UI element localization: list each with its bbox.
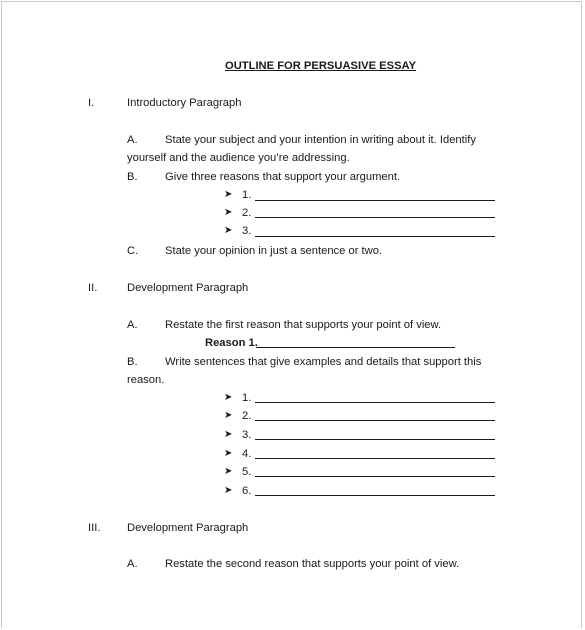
item-text: Restate the first reason that supports your point of view. (165, 319, 442, 331)
reason-label: Reason 1. (205, 337, 258, 349)
item-letter: B. (127, 356, 138, 368)
section-numeral: II. (88, 282, 98, 294)
arrow-bullet-icon: ➤ (224, 392, 233, 403)
blank-number: 3. (242, 225, 252, 237)
section-heading: Development Paragraph (127, 522, 249, 534)
blank-number: 1. (242, 189, 252, 201)
item-text: reason. (127, 374, 165, 386)
arrow-bullet-icon: ➤ (224, 207, 233, 218)
arrow-bullet-icon: ➤ (224, 429, 233, 440)
blank-answer-line[interactable] (255, 495, 495, 496)
item-letter: A. (127, 134, 138, 146)
arrow-bullet-icon: ➤ (224, 485, 233, 496)
section-numeral: III. (88, 522, 101, 534)
blank-number: 2. (242, 410, 252, 422)
blank-answer-line[interactable] (255, 236, 495, 237)
item-text: State your subject and your intention in writing about it. Identify (165, 134, 476, 146)
arrow-bullet-icon: ➤ (224, 189, 233, 200)
blank-number: 5. (242, 466, 252, 478)
item-letter: A. (127, 558, 138, 570)
arrow-bullet-icon: ➤ (224, 466, 233, 477)
item-text: Restate the second reason that supports your point of view. (165, 558, 460, 570)
item-letter: B. (127, 171, 138, 183)
item-text: State your opinion in just a sentence or two. (165, 245, 383, 257)
blank-answer-line[interactable] (255, 402, 495, 403)
blank-number: 3. (242, 429, 252, 441)
item-letter: A. (127, 319, 138, 331)
section-heading: Introductory Paragraph (127, 97, 242, 109)
blank-number: 6. (242, 485, 252, 497)
blank-answer-line[interactable] (255, 458, 495, 459)
blank-number: 4. (242, 448, 252, 460)
item-text: Give three reasons that support your argument. (165, 171, 401, 183)
section-numeral: I. (88, 97, 95, 109)
blank-number: 1. (242, 392, 252, 404)
section-heading: Development Paragraph (127, 282, 249, 294)
item-letter: C. (127, 245, 139, 257)
blank-answer-line[interactable] (255, 217, 495, 218)
blank-answer-line[interactable] (255, 476, 495, 477)
reason-answer-line[interactable] (256, 347, 455, 348)
blank-answer-line[interactable] (255, 420, 495, 421)
blank-number: 2. (242, 207, 252, 219)
document-title: OUTLINE FOR PERSUASIVE ESSAY (225, 60, 417, 72)
arrow-bullet-icon: ➤ (224, 448, 233, 459)
item-text: yourself and the audience you’re addressing. (127, 152, 350, 164)
arrow-bullet-icon: ➤ (224, 225, 233, 236)
blank-answer-line[interactable] (255, 439, 495, 440)
blank-answer-line[interactable] (255, 200, 495, 201)
item-text: Write sentences that give examples and details that support this (165, 356, 482, 368)
arrow-bullet-icon: ➤ (224, 410, 233, 421)
